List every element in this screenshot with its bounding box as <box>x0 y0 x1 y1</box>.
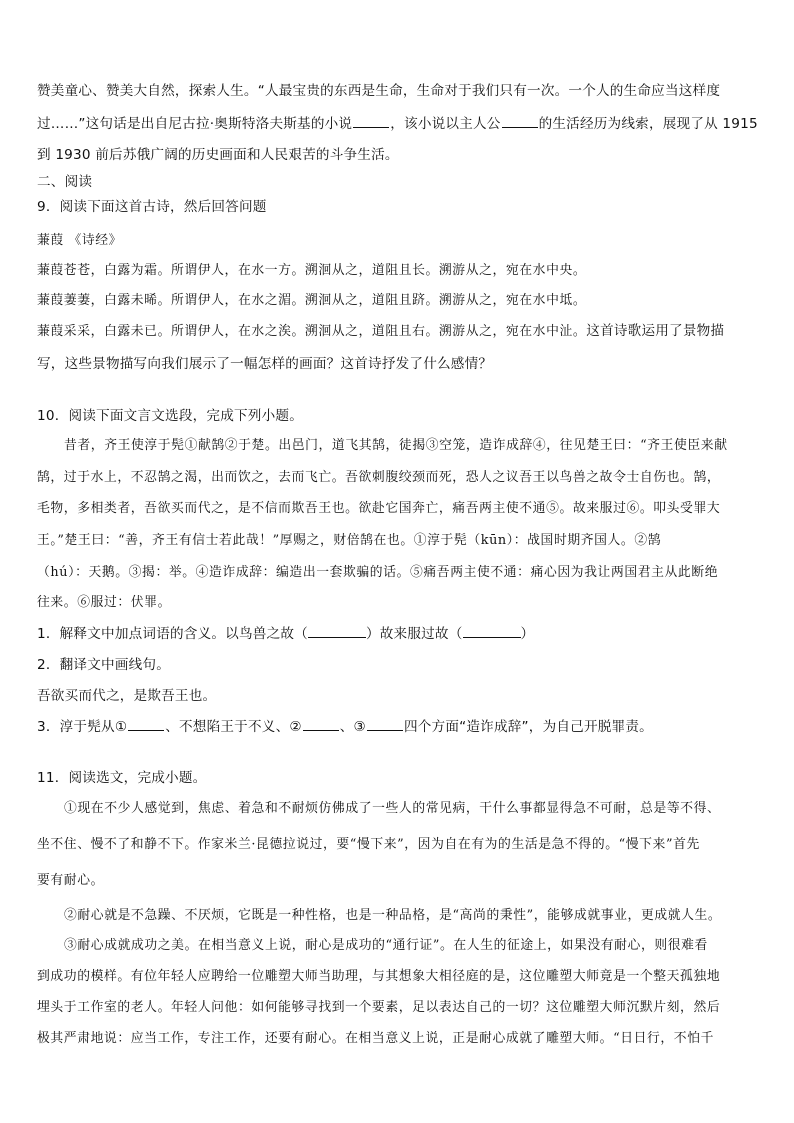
classical-passage-line: 昔者，齐王使淳于髡①献鹄②于楚。出邑门，道飞其鹄，徒揭③空笼，造诈成辞④，往见楚王曰：“齐王使臣来献 <box>64 438 728 453</box>
text-segment: 、③ <box>339 719 366 735</box>
poem-stanza: 蒹葭萋萋，白露未晞。所谓伊人，在水之湄。溯洄从之，道阻且跻。溯游从之，宛在水中坻。 <box>37 293 587 308</box>
fill-blank <box>502 115 538 128</box>
question-9-title: 9．阅读下面这首古诗，然后回答问题 <box>37 199 267 215</box>
text-segment: ，该小说以主人公 <box>390 116 501 132</box>
classical-passage-line: 毛物，多相类者，吾欲买而代之，是不信而欺吾王也。欲赴它国奔亡，痛吾两主使不通⑤。故来服过⑥。叩头受罪大 <box>37 501 721 516</box>
text-segment: 四个方面“造诈成辞”，为自己开脱罪责。 <box>403 719 653 735</box>
question-10-title: 10．阅读下面文言文选段，完成下列小题。 <box>37 408 303 424</box>
essay-line: ②耐心就是不急躁、不厌烦，它既是一种性格，也是一种品格，是“高尚的秉性”，能够成就事业，更成就人生。 <box>64 908 722 923</box>
classical-passage-line: 鹄，过于水上，不忍鹄之渴，出而饮之，去而飞亡。吾欲刺腹绞颈而死，恐人之议吾王以鸟兽之故令士自伤也。鹄， <box>37 470 721 485</box>
essay-line: 要有耐心。 <box>37 873 104 888</box>
poem-title: 蒹葭 《诗经》 <box>37 233 123 248</box>
poem-stanza: 蒹葭苍苍，白露为霜。所谓伊人，在水一方。溯洄从之，道阻且长。溯游从之，宛在水中央。 <box>37 263 587 278</box>
fill-blank <box>128 718 164 731</box>
subquestion-1 <box>37 625 759 643</box>
text-line: 到 1930 前后苏俄广阔的历史画面和人民艰苦的斗争生活。 <box>37 147 399 163</box>
text-segment: ） <box>520 626 535 642</box>
essay-line: 极其严肃地说：应当工作，专注工作，还要有耐心。在相当意义上说，正是耐心成就了雕塑大师。“日日行，不怕千 <box>37 1031 714 1046</box>
fill-blank <box>303 718 339 731</box>
classical-passage-line: 王。”楚王曰：“善，齐王有信士若此哉！”厚赐之，财倍鹄在也。①淳于髡（kūn）：战国时期齐国人。②鹄 <box>37 533 662 548</box>
text-segment: 过……”这句话是出自尼古拉·奥斯特洛夫斯基的小说 <box>37 116 353 132</box>
fill-blank <box>308 625 366 638</box>
text-segment: 3．淳于髡从① <box>37 719 128 735</box>
text-segment: ）故来服过故（ <box>365 626 463 642</box>
text-segment: 、不想陷王于不义、② <box>165 719 302 735</box>
subquestion-2: 2．翻译文中画线句。 <box>37 657 170 673</box>
essay-line: 到成功的模样。有位年轻人应聘给一位雕塑大师当助理，与其想象大相径庭的是，这位雕塑大师竟是一个整天孤独地 <box>37 969 721 984</box>
text-segment: 1．解释文中加点词语的含义。以鸟兽之故（ <box>37 626 308 642</box>
question-text: 写，这些景物描写向我们展示了一幅怎样的画面？这首诗抒发了什么感情？ <box>37 356 493 372</box>
essay-line: 埋头于工作室的老人。年轻人问他：如何能够寻找到一个要素，足以表达自己的一切？这位雕塑大师沉默片刻，然后 <box>37 1000 721 1015</box>
text-line: 赞美童心、赞美大自然，探索人生。“人最宝贵的东西是生命，生命对于我们只有一次。一个人的生命应当这样度 <box>37 83 721 99</box>
question-11-title: 11．阅读选文，完成小题。 <box>37 770 207 786</box>
text-line <box>37 322 759 341</box>
poem-stanza: 蒹葭采采，白露未已。所谓伊人，在水之涘。溯洄从之，道阻且右。溯游从之，宛在水中沚。 <box>37 324 587 339</box>
classical-passage-line: 往来。⑥服过：伏罪。 <box>37 595 171 610</box>
text-segment: 的生活经历为线索，展现了从 1915 <box>538 116 758 132</box>
fill-blank <box>353 115 389 128</box>
question-text: 这首诗歌运用了景物描 <box>586 323 725 339</box>
fill-blank <box>463 625 521 638</box>
section-heading: 二、阅读 <box>37 174 93 190</box>
text-line <box>37 115 759 133</box>
classical-passage-line: （hú）：天鹅。③揭：举。④造诈成辞：编造出一套欺骗的话。⑤痛吾两主使不通：痛心因为我让两国君主从此断绝 <box>37 565 719 580</box>
essay-line: ③耐心成就成功之美。在相当意义上说，耐心是成功的“通行证”。在人生的征途上，如果没有耐心，则很难看 <box>64 938 708 953</box>
essay-line: 坐不住、慢不了和静不下。作家米兰·昆德拉说过，要“慢下来”，因为自在有为的生活是急不得的。“慢下来”首先 <box>37 837 700 852</box>
subquestion-3 <box>37 718 759 736</box>
translation-sentence: 吾欲买而代之，是欺吾王也。 <box>37 688 217 704</box>
fill-blank <box>367 718 403 731</box>
essay-line: ①现在不少人感觉到，焦虑、着急和不耐烦仿佛成了一些人的常见病，干什么事都显得急不可耐，总是等不得、 <box>64 801 721 816</box>
